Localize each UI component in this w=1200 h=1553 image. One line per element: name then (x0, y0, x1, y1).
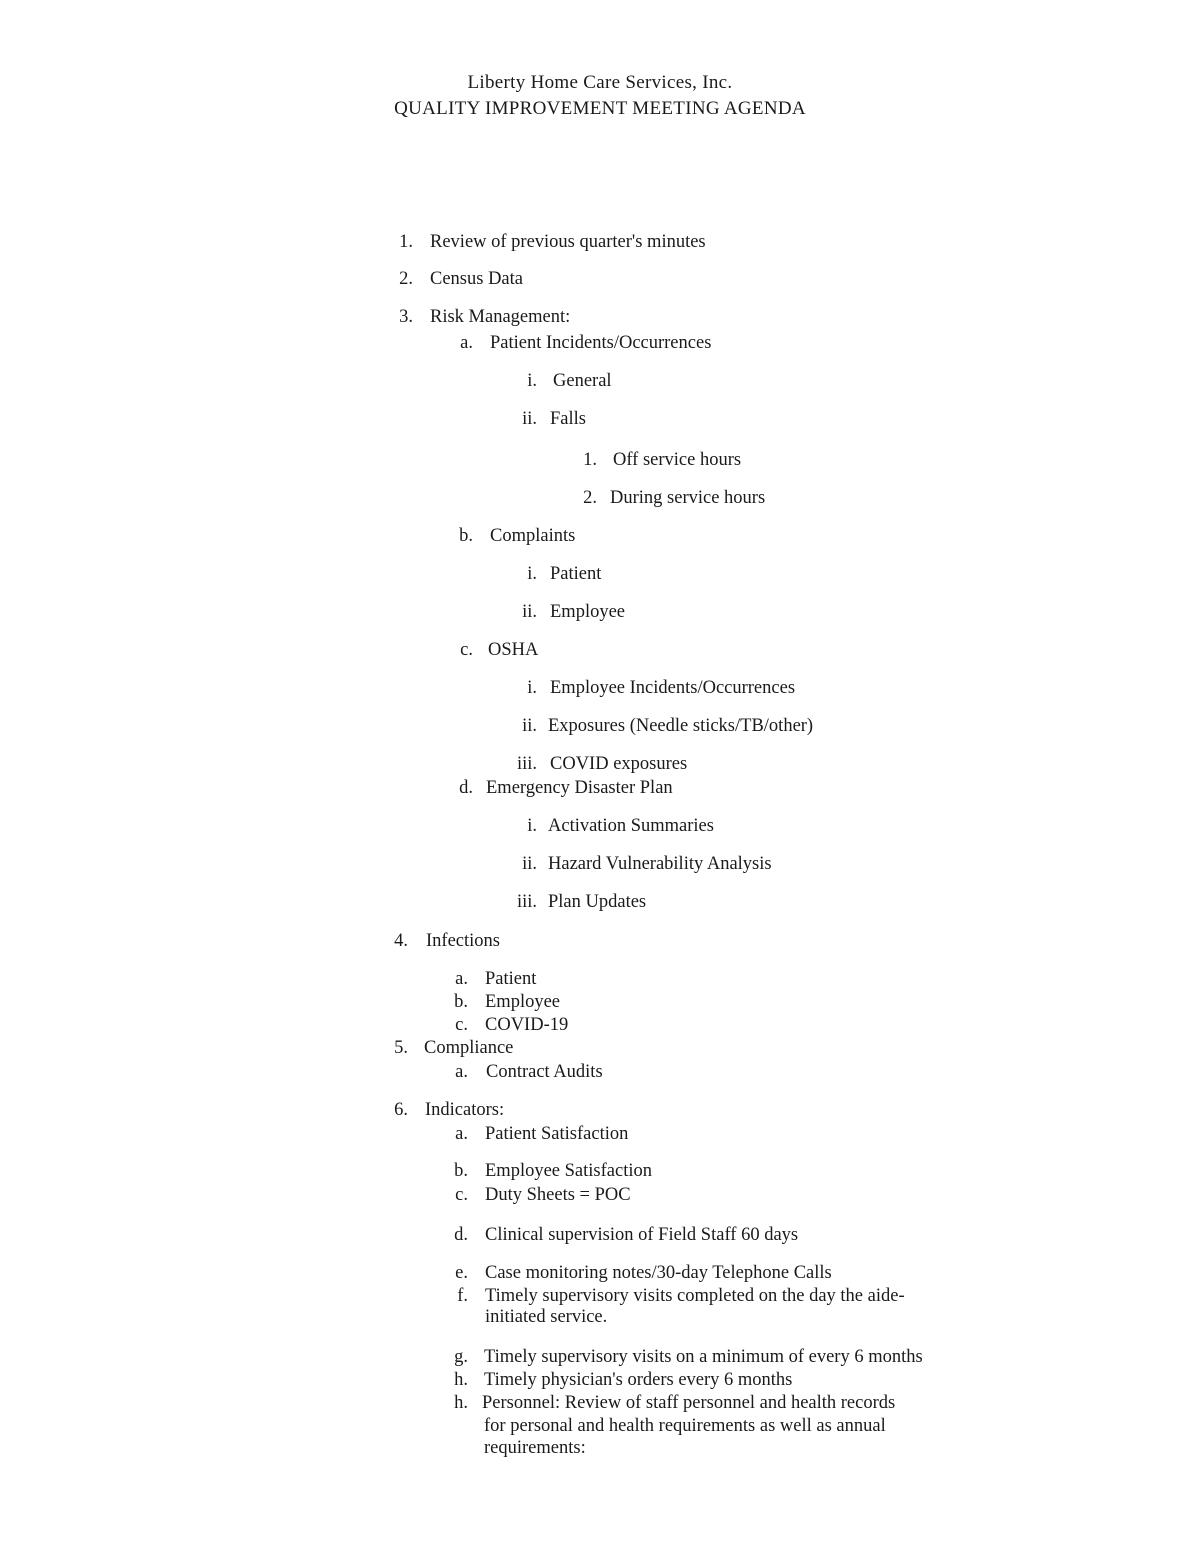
sub-item-duty-sheets: Duty Sheets = POC (485, 1185, 631, 1205)
agenda-item-previous-minutes: Review of previous quarter's minutes (430, 232, 706, 252)
item-marker: ii. (522, 602, 537, 622)
sub-item-timely-supervisory-visits: Timely supervisory visits completed on the day the aide- (485, 1286, 905, 1306)
company-name: Liberty Home Care Services, Inc. (467, 72, 733, 93)
agenda-item-indicators: Indicators: (425, 1100, 505, 1120)
item-marker: c. (455, 1185, 468, 1205)
item-marker: a. (460, 333, 473, 353)
sub-item-personnel-cont: for personal and health requirements as well as annual (484, 1416, 886, 1436)
sub-item-off-service-hours: Off service hours (613, 450, 742, 470)
item-marker: f. (457, 1286, 468, 1306)
item-marker: e. (455, 1263, 468, 1283)
item-marker: ii. (522, 409, 537, 429)
sub-item-employee-incidents: Employee Incidents/Occurrences (550, 678, 796, 698)
item-marker: 1. (399, 232, 413, 252)
item-marker: 3. (399, 307, 413, 327)
item-marker: 5. (394, 1038, 408, 1058)
item-marker: i. (527, 564, 537, 584)
item-marker: h. (454, 1370, 468, 1390)
sub-item-covid-exposures: COVID exposures (550, 754, 688, 774)
sub-item-case-monitoring: Case monitoring notes/30-day Telephone Calls (485, 1263, 832, 1283)
item-marker: b. (459, 526, 473, 546)
sub-item-falls: Falls (550, 409, 586, 429)
item-marker: 2. (583, 488, 597, 508)
sub-item-patient: Patient (550, 564, 602, 584)
item-marker: c. (455, 1015, 468, 1035)
sub-item-osha: OSHA (488, 640, 539, 660)
sub-item-plan-updates: Plan Updates (548, 892, 647, 912)
item-marker: b. (454, 992, 468, 1012)
item-marker: g. (454, 1347, 468, 1367)
sub-item-activation-summaries: Activation Summaries (548, 816, 714, 836)
item-marker: ii. (522, 716, 537, 736)
item-marker: 2. (399, 269, 413, 289)
sub-item-personnel: Personnel: Review of staff personnel and health records (482, 1393, 896, 1413)
agenda-item-compliance: Compliance (424, 1038, 514, 1058)
item-marker: d. (454, 1225, 468, 1245)
sub-item-patient-incidents: Patient Incidents/Occurrences (490, 333, 712, 353)
item-marker: a. (455, 969, 468, 989)
sub-item-timely-supervisory-visits-cont: initiated service. (485, 1307, 608, 1327)
sub-item-employee: Employee (485, 992, 561, 1012)
item-marker: 1. (583, 450, 597, 470)
sub-item-employee-satisfaction: Employee Satisfaction (485, 1161, 652, 1181)
agenda-title: QUALITY IMPROVEMENT MEETING AGENDA (394, 98, 806, 119)
sub-item-exposures: Exposures (Needle sticks/TB/other) (548, 716, 814, 736)
item-marker: i. (527, 371, 537, 391)
agenda-item-census-data: Census Data (430, 269, 523, 289)
item-marker: a. (455, 1062, 468, 1082)
item-marker: i. (527, 678, 537, 698)
item-marker: i. (527, 816, 537, 836)
sub-item-patient: Patient (485, 969, 537, 989)
sub-item-general: General (553, 371, 612, 391)
agenda-item-infections: Infections (426, 931, 500, 951)
sub-item-hazard-vulnerability: Hazard Vulnerability Analysis (548, 854, 772, 874)
item-marker: c. (460, 640, 473, 660)
sub-item-emergency-disaster-plan: Emergency Disaster Plan (486, 778, 673, 798)
sub-item-complaints: Complaints (490, 526, 576, 546)
sub-item-during-service-hours: During service hours (610, 488, 766, 508)
sub-item-six-month-visits: Timely supervisory visits on a minimum of every 6 months (484, 1347, 923, 1367)
agenda-item-risk-management: Risk Management: (430, 307, 571, 327)
sub-item-personnel-cont: requirements: (484, 1438, 586, 1458)
item-marker: 6. (394, 1100, 408, 1120)
item-marker: iii. (516, 754, 537, 774)
sub-item-contract-audits: Contract Audits (486, 1062, 603, 1082)
item-marker: a. (455, 1124, 468, 1144)
sub-item-covid-19: COVID-19 (485, 1015, 569, 1035)
item-marker: ii. (522, 854, 537, 874)
item-marker: 4. (394, 931, 408, 951)
sub-item-patient-satisfaction: Patient Satisfaction (485, 1124, 629, 1144)
item-marker: iii. (516, 892, 537, 912)
item-marker: b. (454, 1161, 468, 1181)
sub-item-physician-orders: Timely physician's orders every 6 months (484, 1370, 793, 1390)
item-marker: h. (454, 1393, 468, 1413)
sub-item-employee: Employee (550, 602, 626, 622)
sub-item-clinical-supervision: Clinical supervision of Field Staff 60 days (485, 1225, 799, 1245)
item-marker: d. (459, 778, 473, 798)
